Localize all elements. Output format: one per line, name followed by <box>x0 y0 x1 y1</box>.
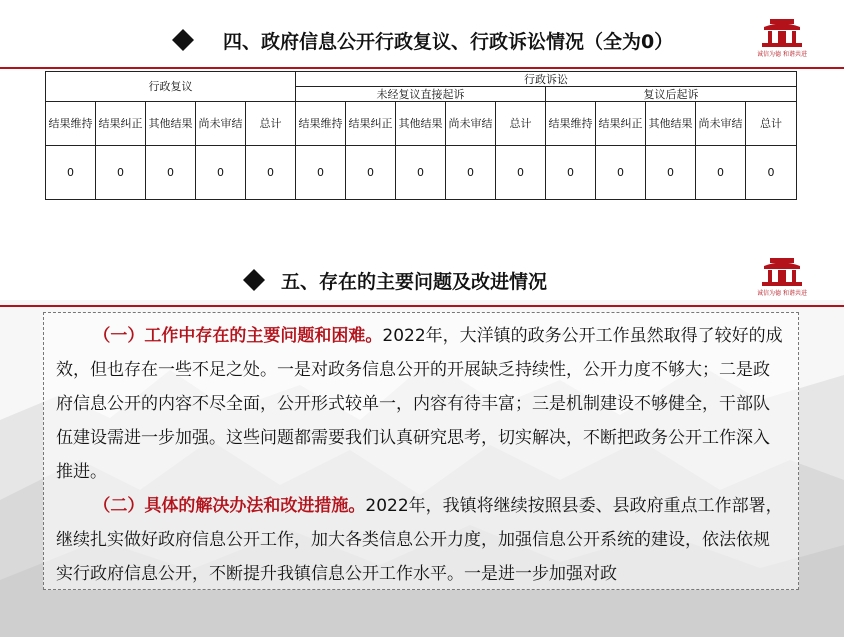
column-label: 结果纠正 <box>96 102 146 146</box>
column-label: 结果纠正 <box>346 102 396 146</box>
pavilion-logo-icon <box>756 256 808 288</box>
value-cell: 0 <box>746 146 797 200</box>
column-label: 结果维持 <box>546 102 596 146</box>
value-cell: 0 <box>446 146 496 200</box>
logo-caption: 诚信为德 和谐共进 <box>757 290 807 297</box>
value-cell: 0 <box>696 146 746 200</box>
section5-rule <box>0 305 844 307</box>
logo-caption: 诚信为德 和谐共进 <box>757 51 807 58</box>
column-label: 总计 <box>746 102 797 146</box>
diamond-bullet-icon <box>172 29 194 51</box>
section4-title: 四、政府信息公开行政复议、行政诉讼情况（全为0） <box>223 30 674 53</box>
column-label: 尚未审结 <box>196 102 246 146</box>
value-cell: 0 <box>246 146 296 200</box>
paragraph-problems <box>44 319 798 489</box>
column-label: 尚未审结 <box>696 102 746 146</box>
header-direct-litigation: 未经复议直接起诉 <box>296 87 546 102</box>
header-admin-litigation: 行政诉讼 <box>296 72 797 87</box>
value-cell: 0 <box>646 146 696 200</box>
column-label: 结果维持 <box>296 102 346 146</box>
value-cell: 0 <box>146 146 196 200</box>
column-label: 其他结果 <box>146 102 196 146</box>
value-cell: 0 <box>346 146 396 200</box>
column-label: 其他结果 <box>646 102 696 146</box>
paragraph-measures-body: 2022年，我镇将继续按照县委、县政府重点工作部署，继续扎实做好政府信息公开工作，加大各类信息公开力度，加强信息公开系统的建设，依法依规实行政府信息公开，不断提升我镇信息公开工作水平。一是进一步加强对政 <box>56 496 783 584</box>
header-admin-review: 行政复议 <box>46 72 296 102</box>
paragraph-measures-lead: （二）具体的解决办法和改进措施。 <box>93 496 366 516</box>
table-row-values <box>46 146 797 200</box>
value-cell: 0 <box>546 146 596 200</box>
review-litigation-table <box>45 71 797 200</box>
diamond-bullet-icon <box>243 269 265 291</box>
column-label: 总计 <box>246 102 296 146</box>
column-label: 尚未审结 <box>446 102 496 146</box>
logo-emblem-top <box>756 17 808 57</box>
paragraph-measures <box>44 489 798 590</box>
pavilion-logo-icon <box>756 17 808 49</box>
value-cell: 0 <box>396 146 446 200</box>
column-label: 结果纠正 <box>596 102 646 146</box>
header-after-review-litigation: 复议后起诉 <box>546 87 797 102</box>
paragraph-problems-body: 2022年，大洋镇的政务公开工作虽然取得了较好的成效，但也存在一些不足之处。一是对政务信息公开的开展缺乏持续性，公开力度不够大；二是政府信息公开的内容不尽全面，公开形式较单一，内容有待丰富；三是机制建设不够健全，干部队伍建设需进一步加强。这些问题都需要我们认真研究思考，切实解决，不断把政务公开工作深入推进。 <box>56 326 783 482</box>
value-cell: 0 <box>96 146 146 200</box>
section4-heading <box>172 26 673 54</box>
column-label: 结果维持 <box>46 102 96 146</box>
column-label: 总计 <box>496 102 546 146</box>
section4-rule <box>0 67 844 69</box>
paragraph-problems-lead: （一）工作中存在的主要问题和困难。 <box>93 326 383 346</box>
value-cell: 0 <box>496 146 546 200</box>
problems-textbox <box>43 312 799 590</box>
value-cell: 0 <box>296 146 346 200</box>
value-cell: 0 <box>196 146 246 200</box>
logo-emblem-section5 <box>756 256 808 296</box>
section5-title: 五、存在的主要问题及改进情况 <box>281 270 548 293</box>
value-cell: 0 <box>596 146 646 200</box>
column-label: 其他结果 <box>396 102 446 146</box>
section5-heading <box>243 266 547 294</box>
column-label-row <box>46 102 797 146</box>
value-cell: 0 <box>46 146 96 200</box>
